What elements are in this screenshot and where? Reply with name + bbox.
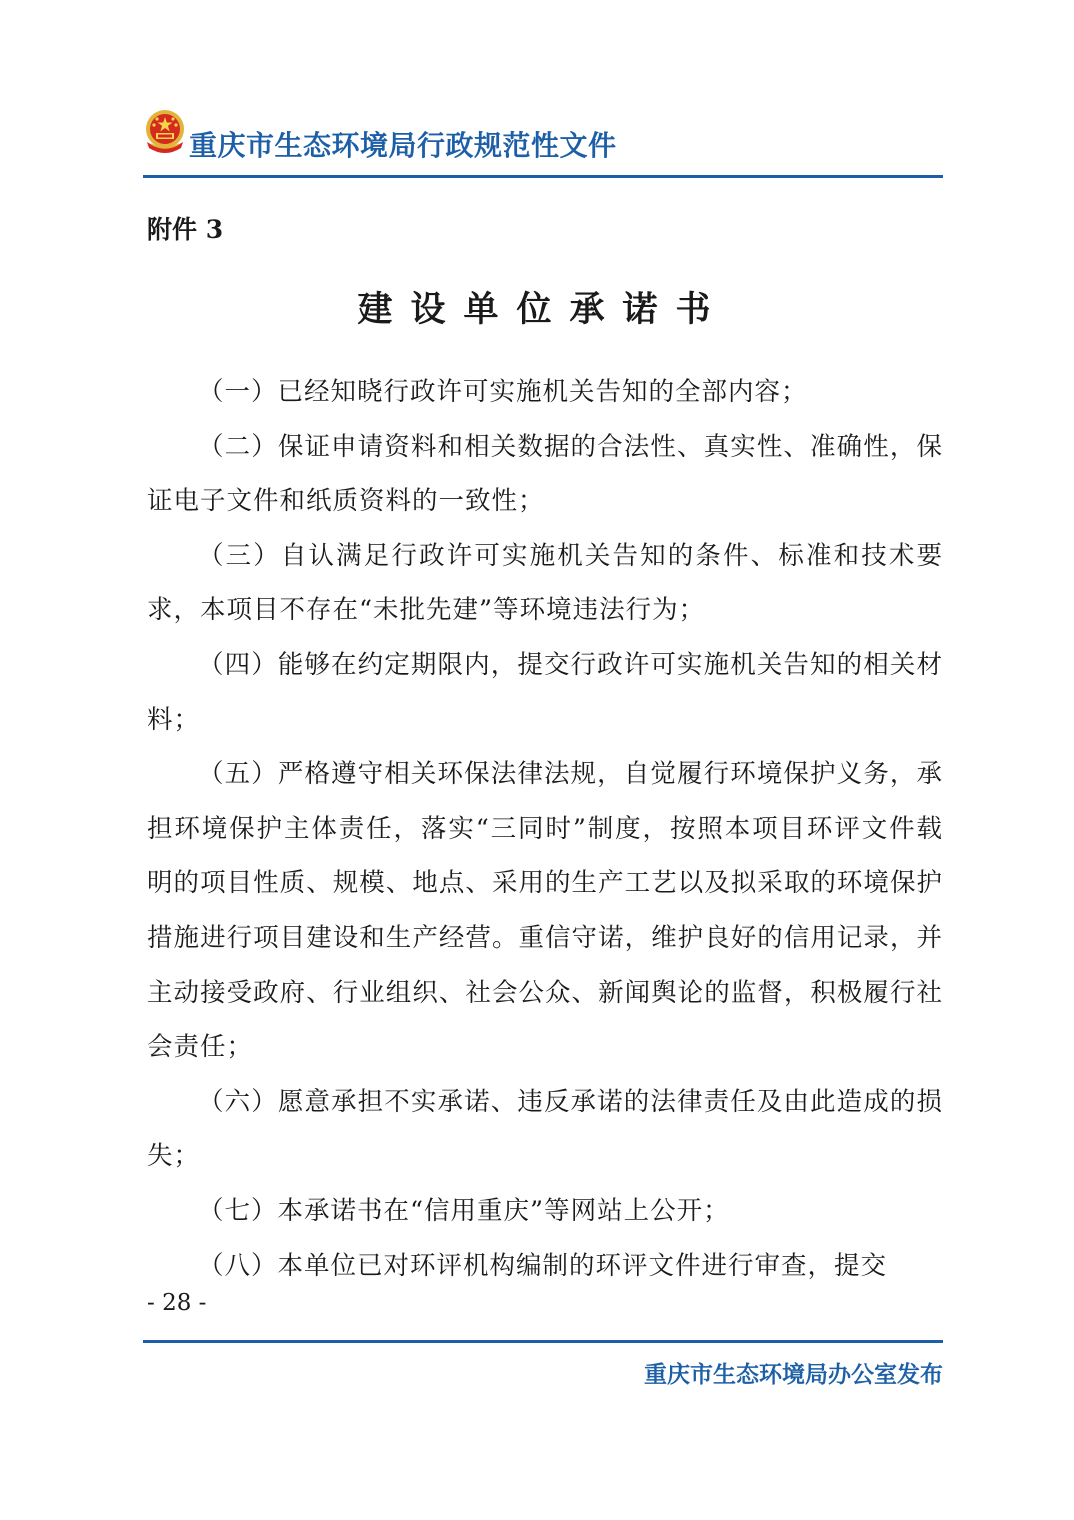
commitment-item-8: （八）本单位已对环评机构编制的环评文件进行审查，提交 bbox=[198, 1250, 888, 1281]
header-divider bbox=[143, 175, 943, 178]
header-title: 重庆市生态环境局行政规范性文件 bbox=[189, 129, 617, 162]
footer-publisher: 重庆市生态环境局办公室发布 bbox=[644, 1362, 943, 1388]
commitment-item-1: （一）已经知晓行政许可实施机关告知的全部内容； bbox=[198, 377, 808, 407]
commitment-item-7: （七）本承诺书在“信用重庆”等网站上公开； bbox=[198, 1195, 730, 1226]
document-header bbox=[143, 108, 943, 168]
commitment-item-5: （五）严格遵守相关环保法律法规，自觉履行环境保护义务，承担环境保护主体责任，落实“三同时”制度，按照本项目环评文件载明的项目性质、规模、地点、采用的生产工艺以及拟采取的环境保护措施进行项目建设和生产经营。重信守诺，维护良好的信用记录，并主动接受政府、行业组织、社会公众、新闻舆论的监督，积极履行社会责任； bbox=[147, 759, 943, 1063]
commitment-item-6: （六）愿意承担不实承诺、违反承诺的法律责任及由此造成的损失； bbox=[147, 1086, 943, 1172]
footer-divider bbox=[143, 1340, 943, 1343]
attachment-label: 附件 3 bbox=[147, 215, 224, 244]
commitment-item-4: （四）能够在约定期限内，提交行政许可实施机关告知的相关材料； bbox=[147, 649, 943, 735]
document-title: 建设单位承诺书 bbox=[357, 289, 729, 330]
commitment-body bbox=[147, 365, 943, 1293]
commitment-item-2: （二）保证申请资料和相关数据的合法性、真实性、准确性，保证电子文件和纸质资料的一致性； bbox=[147, 431, 943, 517]
national-emblem-icon bbox=[143, 108, 187, 158]
commitment-item-3: （三）自认满足行政许可实施机关告知的条件、标准和技术要求，本项目不存在“未批先建”等环境违法行为； bbox=[147, 540, 943, 626]
page-number: - 28 - bbox=[147, 1290, 207, 1316]
